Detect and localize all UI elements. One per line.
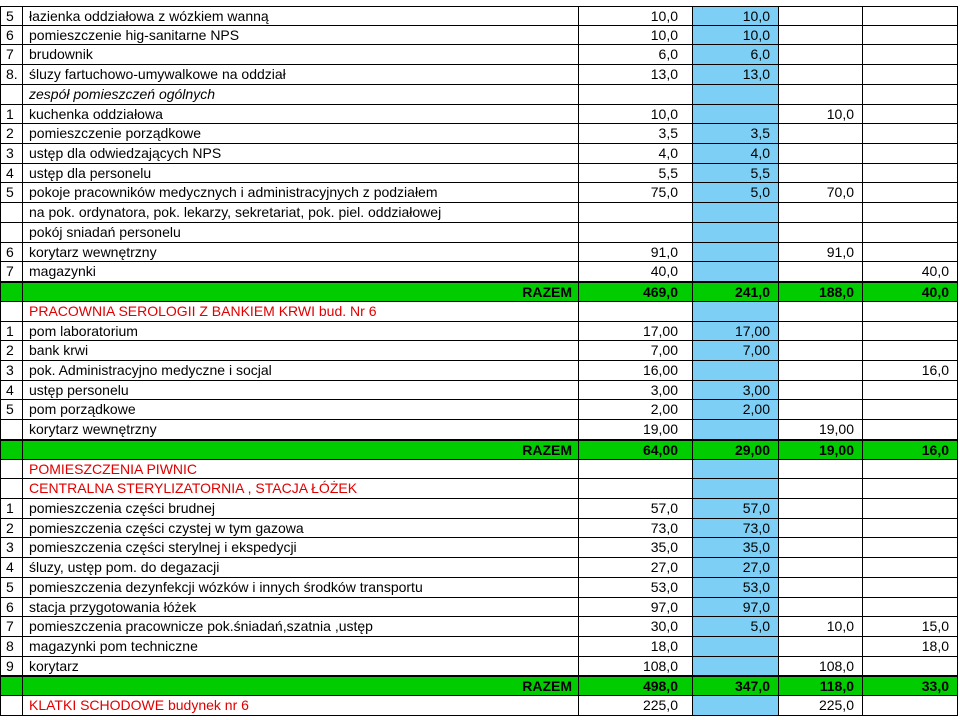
area-c-cell — [778, 637, 862, 656]
room-name-cell: brudownik — [22, 45, 578, 64]
area-d-cell — [862, 302, 958, 321]
table-row — [0, 341, 958, 361]
area-b-cell: 6,0 — [692, 45, 778, 64]
row-number-cell: 5 — [0, 578, 22, 597]
total-area-cell — [578, 223, 692, 242]
room-name-cell: kuchenka oddziałowa — [22, 105, 578, 124]
room-name-cell: śluzy, ustęp pom. do degazacji — [22, 558, 578, 577]
row-number-cell: 8. — [0, 65, 22, 84]
row-number-cell: 7 — [0, 262, 22, 281]
table-row — [0, 420, 958, 440]
area-b-cell: 3,00 — [692, 381, 778, 400]
room-name-cell: RAZEM — [22, 677, 578, 695]
area-d-cell — [862, 696, 958, 715]
total-area-cell: 7,00 — [578, 341, 692, 360]
area-d-cell — [862, 85, 958, 104]
room-name-cell: ustęp dla personelu — [22, 164, 578, 183]
area-c-cell — [778, 381, 862, 400]
table-row — [0, 65, 958, 85]
row-number-cell: 2 — [0, 124, 22, 143]
area-d-cell — [862, 322, 958, 341]
row-number-cell — [0, 479, 22, 498]
area-c-cell — [778, 262, 862, 281]
room-name-cell: RAZEM — [22, 441, 578, 459]
area-b-cell: 97,0 — [692, 598, 778, 617]
area-c-cell: 188,0 — [778, 283, 862, 301]
table-row — [0, 26, 958, 46]
row-number-cell: 7 — [0, 617, 22, 636]
total-area-cell — [578, 460, 692, 479]
area-c-cell — [778, 124, 862, 143]
area-c-cell — [778, 538, 862, 557]
row-number-cell — [0, 302, 22, 321]
total-area-cell: 10,0 — [578, 105, 692, 124]
total-area-cell: 13,0 — [578, 65, 692, 84]
area-c-cell — [778, 460, 862, 479]
area-b-cell: 73,0 — [692, 519, 778, 538]
table-row — [0, 105, 958, 125]
table-row — [0, 637, 958, 657]
room-name-cell: KLATKI SCHODOWE budynek nr 6 — [22, 696, 578, 715]
room-name-cell: CENTRALNA STERYLIZATORNIA , STACJA ŁÓŻEK — [22, 479, 578, 498]
area-c-cell: 70,0 — [778, 183, 862, 202]
room-name-cell: RAZEM — [22, 283, 578, 301]
room-name-cell: łazienka oddziałowa z wózkiem wanną — [22, 7, 578, 25]
area-c-cell — [778, 558, 862, 577]
area-c-cell — [778, 203, 862, 222]
area-d-cell — [862, 519, 958, 538]
area-b-cell: 57,0 — [692, 499, 778, 518]
room-name-cell: na pok. ordynatora, pok. lekarzy, sekretariat, pok. piel. oddziałowej — [22, 203, 578, 222]
area-c-cell — [778, 144, 862, 163]
row-number-cell: 2 — [0, 341, 22, 360]
area-b-cell — [692, 262, 778, 281]
area-b-cell: 347,0 — [692, 677, 778, 695]
area-d-cell: 33,0 — [862, 677, 958, 695]
area-b-cell — [692, 479, 778, 498]
area-c-cell — [778, 85, 862, 104]
total-area-cell: 3,5 — [578, 124, 692, 143]
table-row — [0, 578, 958, 598]
area-c-cell — [778, 341, 862, 360]
table-row — [0, 558, 958, 578]
table-row — [0, 361, 958, 381]
area-c-cell — [778, 7, 862, 25]
room-name-cell: pok. Administracyjno medyczne i socjal — [22, 361, 578, 380]
area-c-cell: 118,0 — [778, 677, 862, 695]
room-name-cell: pom laboratorium — [22, 322, 578, 341]
total-row — [0, 440, 958, 460]
area-d-cell: 40,0 — [862, 283, 958, 301]
table-row — [0, 381, 958, 401]
row-number-cell: 2 — [0, 519, 22, 538]
row-number-cell: 7 — [0, 45, 22, 64]
area-c-cell — [778, 499, 862, 518]
area-b-cell — [692, 203, 778, 222]
total-area-cell: 17,00 — [578, 322, 692, 341]
room-name-cell: pomieszczenie porządkowe — [22, 124, 578, 143]
area-b-cell: 35,0 — [692, 538, 778, 557]
total-area-cell: 75,0 — [578, 183, 692, 202]
row-number-cell: 1 — [0, 499, 22, 518]
room-name-cell: ustęp dla odwiedzających NPS — [22, 144, 578, 163]
total-area-cell — [578, 479, 692, 498]
room-name-cell: pomieszczenie hig-sanitarne NPS — [22, 26, 578, 45]
row-number-cell — [0, 696, 22, 715]
total-area-cell: 498,0 — [578, 677, 692, 695]
area-b-cell — [692, 361, 778, 380]
area-d-cell — [862, 223, 958, 242]
room-name-cell: pomieszczenia części brudnej — [22, 499, 578, 518]
total-area-cell: 2,00 — [578, 400, 692, 419]
room-name-cell: śluzy fartuchowo-umywalkowe na oddział — [22, 65, 578, 84]
table-row — [0, 6, 958, 26]
room-name-cell: pokoje pracowników medycznych i administracyjnych z podziałem — [22, 183, 578, 202]
area-b-cell: 29,00 — [692, 441, 778, 459]
area-d-cell — [862, 499, 958, 518]
area-b-cell: 53,0 — [692, 578, 778, 597]
table-row — [0, 223, 958, 243]
area-c-cell — [778, 400, 862, 419]
table-row — [0, 124, 958, 144]
row-number-cell — [0, 283, 22, 301]
row-number-cell: 5 — [0, 183, 22, 202]
row-number-cell — [0, 677, 22, 695]
area-b-cell: 17,00 — [692, 322, 778, 341]
area-b-cell — [692, 696, 778, 715]
area-b-cell — [692, 460, 778, 479]
table-row — [0, 183, 958, 203]
row-number-cell: 6 — [0, 598, 22, 617]
row-number-cell: 6 — [0, 26, 22, 45]
room-name-cell: pomieszczenia części sterylnej i ekspedycji — [22, 538, 578, 557]
room-name-cell: pomieszczenia dezynfekcji wózków i innych środków transportu — [22, 578, 578, 597]
area-b-cell — [692, 302, 778, 321]
area-b-cell — [692, 637, 778, 656]
area-b-cell: 13,0 — [692, 65, 778, 84]
table-row — [0, 164, 958, 184]
room-name-cell: pomieszczenia części czystej w tym gazowa — [22, 519, 578, 538]
area-d-cell: 16,0 — [862, 361, 958, 380]
total-area-cell — [578, 85, 692, 104]
area-b-cell: 241,0 — [692, 283, 778, 301]
area-d-cell — [862, 657, 958, 676]
area-d-cell — [862, 341, 958, 360]
area-c-cell: 225,0 — [778, 696, 862, 715]
row-number-cell — [0, 420, 22, 439]
room-name-cell: POMIESZCZENIA PIWNIC — [22, 460, 578, 479]
table-row — [0, 598, 958, 618]
area-c-cell: 10,0 — [778, 617, 862, 636]
table-row — [0, 538, 958, 558]
table-row — [0, 519, 958, 539]
area-d-cell — [862, 400, 958, 419]
total-area-cell: 10,0 — [578, 7, 692, 25]
total-area-cell: 57,0 — [578, 499, 692, 518]
area-d-cell — [862, 598, 958, 617]
area-d-cell — [862, 164, 958, 183]
area-d-cell — [862, 420, 958, 439]
area-d-cell — [862, 45, 958, 64]
area-b-cell — [692, 243, 778, 262]
room-name-cell: magazynki pom techniczne — [22, 637, 578, 656]
row-number-cell: 3 — [0, 538, 22, 557]
area-d-cell — [862, 105, 958, 124]
room-name-cell: zespół pomieszczeń ogólnych — [22, 85, 578, 104]
total-area-cell: 469,0 — [578, 283, 692, 301]
table-row — [0, 262, 958, 282]
table-row — [0, 322, 958, 342]
area-b-cell: 5,5 — [692, 164, 778, 183]
table-row — [0, 45, 958, 65]
area-b-cell: 27,0 — [692, 558, 778, 577]
room-name-cell: korytarz wewnętrzny — [22, 420, 578, 439]
area-b-cell — [692, 420, 778, 439]
room-name-cell: pomieszczenia pracownicze pok.śniadań,szatnia ,ustęp — [22, 617, 578, 636]
table-row — [0, 479, 958, 499]
area-d-cell — [862, 243, 958, 262]
row-number-cell — [0, 85, 22, 104]
table-row — [0, 617, 958, 637]
row-number-cell: 1 — [0, 322, 22, 341]
area-d-cell — [862, 124, 958, 143]
table-row — [0, 203, 958, 223]
room-name-cell: pokój sniadań personelu — [22, 223, 578, 242]
total-area-cell: 35,0 — [578, 538, 692, 557]
area-c-cell: 19,00 — [778, 420, 862, 439]
area-d-cell: 40,0 — [862, 262, 958, 281]
area-b-cell: 4,0 — [692, 144, 778, 163]
area-d-cell — [862, 460, 958, 479]
area-d-cell — [862, 203, 958, 222]
area-d-cell — [862, 558, 958, 577]
room-name-cell: korytarz wewnętrzny — [22, 243, 578, 262]
area-c-cell: 108,0 — [778, 657, 862, 676]
area-b-cell — [692, 223, 778, 242]
area-c-cell — [778, 578, 862, 597]
area-b-cell — [692, 85, 778, 104]
table-row — [0, 144, 958, 164]
row-number-cell: 4 — [0, 164, 22, 183]
table-row — [0, 243, 958, 263]
area-b-cell — [692, 657, 778, 676]
total-area-cell: 19,00 — [578, 420, 692, 439]
total-row — [0, 282, 958, 302]
room-name-cell: ustęp personelu — [22, 381, 578, 400]
area-d-cell — [862, 183, 958, 202]
total-area-cell: 225,0 — [578, 696, 692, 715]
table-row — [0, 460, 958, 480]
row-number-cell: 4 — [0, 381, 22, 400]
room-name-cell: stacja przygotowania łóżek — [22, 598, 578, 617]
row-number-cell: 6 — [0, 243, 22, 262]
area-d-cell — [862, 144, 958, 163]
total-area-cell: 64,00 — [578, 441, 692, 459]
table-row — [0, 657, 958, 677]
area-b-cell: 2,00 — [692, 400, 778, 419]
row-number-cell: 3 — [0, 361, 22, 380]
total-area-cell: 40,0 — [578, 262, 692, 281]
area-c-cell — [778, 479, 862, 498]
area-d-cell — [862, 65, 958, 84]
room-name-cell: pom porządkowe — [22, 400, 578, 419]
area-b-cell: 3,5 — [692, 124, 778, 143]
row-number-cell: 8 — [0, 637, 22, 656]
area-b-cell: 7,00 — [692, 341, 778, 360]
row-number-cell: 4 — [0, 558, 22, 577]
area-c-cell — [778, 45, 862, 64]
area-d-cell — [862, 381, 958, 400]
area-d-cell: 15,0 — [862, 617, 958, 636]
row-number-cell — [0, 223, 22, 242]
table-row — [0, 85, 958, 105]
area-b-cell: 5,0 — [692, 183, 778, 202]
area-d-cell — [862, 578, 958, 597]
area-b-cell: 10,0 — [692, 7, 778, 25]
row-number-cell: 1 — [0, 105, 22, 124]
row-number-cell: 9 — [0, 657, 22, 676]
total-area-cell: 3,00 — [578, 381, 692, 400]
area-c-cell — [778, 26, 862, 45]
table-row — [0, 400, 958, 420]
room-name-cell: PRACOWNIA SEROLOGII Z BANKIEM KRWI bud. Nr 6 — [22, 302, 578, 321]
area-d-cell: 18,0 — [862, 637, 958, 656]
row-number-cell: 5 — [0, 400, 22, 419]
room-name-cell: bank krwi — [22, 341, 578, 360]
area-d-cell — [862, 479, 958, 498]
total-area-cell: 6,0 — [578, 45, 692, 64]
area-c-cell: 10,0 — [778, 105, 862, 124]
area-c-cell — [778, 164, 862, 183]
area-b-cell: 10,0 — [692, 26, 778, 45]
row-number-cell — [0, 441, 22, 459]
table-row — [0, 499, 958, 519]
total-area-cell: 27,0 — [578, 558, 692, 577]
area-c-cell — [778, 519, 862, 538]
total-area-cell: 16,00 — [578, 361, 692, 380]
area-d-cell — [862, 7, 958, 25]
total-row — [0, 676, 958, 696]
room-name-cell: magazynki — [22, 262, 578, 281]
total-area-cell — [578, 302, 692, 321]
row-number-cell — [0, 460, 22, 479]
total-area-cell: 18,0 — [578, 637, 692, 656]
area-c-cell — [778, 322, 862, 341]
area-d-cell: 16,0 — [862, 441, 958, 459]
row-number-cell — [0, 203, 22, 222]
area-c-cell: 19,00 — [778, 441, 862, 459]
total-area-cell: 73,0 — [578, 519, 692, 538]
area-c-cell — [778, 65, 862, 84]
area-d-cell — [862, 26, 958, 45]
row-number-cell: 5 — [0, 7, 22, 25]
area-c-cell — [778, 223, 862, 242]
table-row — [0, 302, 958, 322]
total-area-cell: 30,0 — [578, 617, 692, 636]
total-area-cell — [578, 203, 692, 222]
total-area-cell: 5,5 — [578, 164, 692, 183]
room-name-cell: korytarz — [22, 657, 578, 676]
total-area-cell: 97,0 — [578, 598, 692, 617]
total-area-cell: 4,0 — [578, 144, 692, 163]
area-b-cell: 5,0 — [692, 617, 778, 636]
area-c-cell — [778, 302, 862, 321]
area-c-cell — [778, 361, 862, 380]
table-row — [0, 696, 958, 716]
area-b-cell — [692, 105, 778, 124]
area-c-cell — [778, 598, 862, 617]
row-number-cell: 3 — [0, 144, 22, 163]
area-d-cell — [862, 538, 958, 557]
area-c-cell: 91,0 — [778, 243, 862, 262]
total-area-cell: 91,0 — [578, 243, 692, 262]
total-area-cell: 108,0 — [578, 657, 692, 676]
total-area-cell: 10,0 — [578, 26, 692, 45]
total-area-cell: 53,0 — [578, 578, 692, 597]
